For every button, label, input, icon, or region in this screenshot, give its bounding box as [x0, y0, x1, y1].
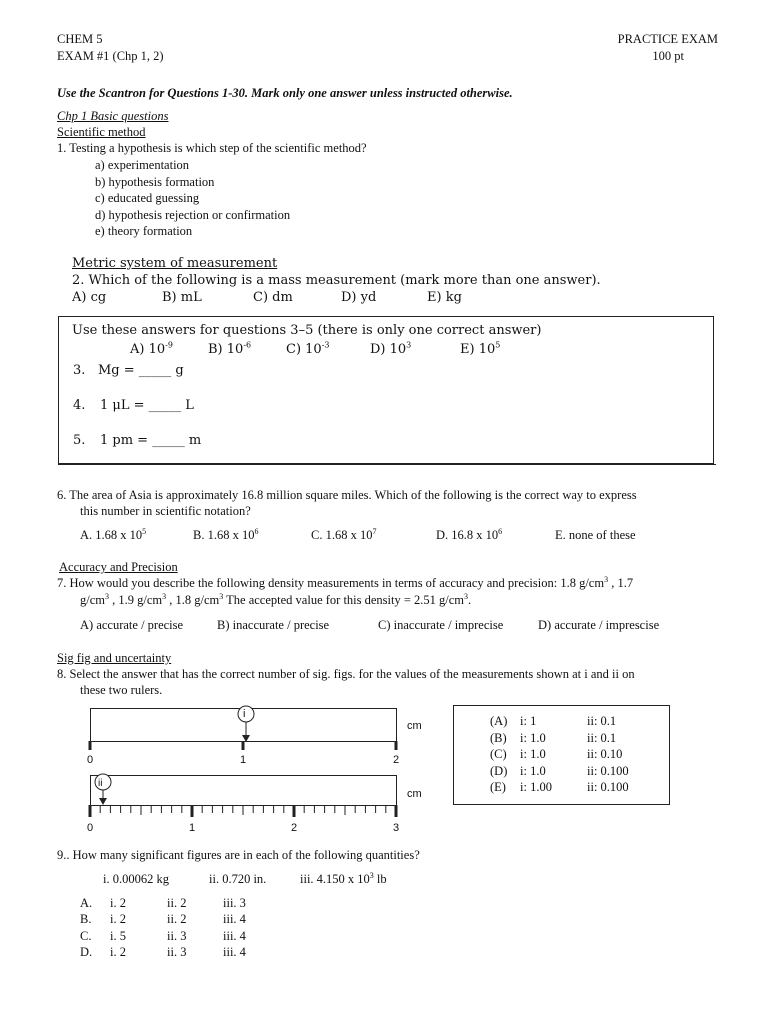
q3-text: Mg = _____ g: [98, 363, 184, 378]
q3-5-choice: E) $10^5$: [460, 340, 501, 357]
q3-5-choice: A) $10^{-9}$: [130, 340, 173, 357]
q8-text: 8. Select the answer that has the correct number of sig. figs. for the values of the measurements shown at i and ii on: [57, 667, 635, 681]
q3-5-header: Use these answers for questions 3–5 (there is only one correct answer): [72, 323, 542, 338]
q9-option-letter: D.: [80, 944, 93, 959]
q5-number: 5.: [73, 433, 86, 448]
q9-option-ii: ii. 3: [167, 928, 187, 943]
q9-option-ii: ii. 2: [167, 896, 187, 910]
q8-answer-i: i: 1: [520, 714, 537, 728]
q9-option-ii: ii. 3: [167, 944, 187, 959]
ruler-2-unit: cm: [407, 788, 422, 800]
q8-answers-box: [453, 705, 670, 805]
q8-answer-i: i: 1.0: [520, 730, 546, 745]
q9-quantity: i. 0.00062 kg: [103, 872, 169, 886]
q8-answer-letter: (B): [490, 730, 507, 745]
ruler-2-tick-label: 1: [189, 822, 196, 834]
section-sigfig: Sig fig and uncertainty: [57, 651, 172, 665]
ruler-1-marker: i: [243, 708, 246, 720]
q3-5-choice: D) $10^3$: [370, 340, 412, 357]
ruler-1-tick-label: 2: [393, 754, 400, 766]
q8-answer-i: i: 1.0: [520, 747, 546, 761]
q6-option: E. none of these: [555, 528, 636, 542]
q5-text: 1 pm = _____ m: [100, 433, 202, 448]
q9-option-letter: A.: [80, 896, 93, 910]
q7-text: 7. How would you describe the following density measurements in terms of accuracy and precision: 1.8 $g/cm^3$ , 1.7: [57, 574, 634, 590]
ruler-2-tick-label: 2: [291, 822, 298, 834]
instructions: Use the Scantron for Questions 1-30. Mark only one answer unless instructed otherwise.: [57, 86, 513, 100]
q7-option: B) inaccurate / precise: [217, 618, 330, 632]
ruler-1-tick-label: 0: [87, 754, 94, 766]
q8-answer-letter: (C): [490, 747, 507, 761]
q1-option: e) theory formation: [95, 224, 193, 238]
q9-option-ii: ii. 2: [167, 912, 187, 927]
q9-option-iii: iii. 4: [223, 912, 246, 927]
q2-option: C) dm: [253, 290, 293, 305]
q9-quantity: iii. 4.150 x $10^3$ lb: [300, 870, 387, 886]
q8-answer-ii: ii: 0.10: [587, 747, 623, 761]
q7-option: D) accurate / imprescise: [538, 618, 660, 632]
ruler-2-tick-label: 0: [87, 822, 94, 834]
q9-option-i: i. 2: [110, 912, 126, 927]
q1-option: a) experimentation: [95, 158, 190, 172]
q7-text-cont: $g/cm^3$ , 1.9 $g/cm^3$ , 1.8 $g/cm^3$ The accepted value for this density = 2.51 $g/cm^3$.: [80, 591, 472, 607]
course-title: CHEM 5: [57, 32, 103, 46]
section-metric: Metric system of measurement: [72, 256, 278, 271]
q9-option-letter: C.: [80, 928, 92, 943]
q3-5-choice: B) $10^{-6}$: [208, 340, 252, 357]
q6-text: 6. The area of Asia is approximately 16.8 million square miles. Which of the following is the correct way to express: [57, 488, 637, 502]
q9-option-i: i. 5: [110, 928, 126, 943]
q9-option-iii: iii. 4: [223, 944, 246, 959]
section-basic: Chp 1 Basic questions: [57, 109, 169, 123]
q9-option-i: i. 2: [110, 896, 126, 910]
ruler-2-tick-label: 3: [393, 822, 400, 834]
q8-answer-i: i: 1.00: [520, 780, 552, 794]
ruler-2: [80, 772, 420, 822]
q1-option: d) hypothesis rejection or confirmation: [95, 208, 291, 222]
q3-5-choice: C) $10^{-3}$: [286, 340, 330, 357]
exam-points: 100 pt: [652, 49, 684, 63]
q8-answer-letter: (D): [490, 763, 508, 778]
q6-option: D. 16.8 x $10^6$: [436, 526, 503, 542]
exam-type: PRACTICE EXAM: [617, 32, 718, 46]
q8-text-cont: these two rulers.: [80, 683, 163, 697]
q8-answer-i: i: 1.0: [520, 763, 546, 778]
q8-answer-ii: ii: 0.1: [587, 714, 617, 728]
q3-number: 3.: [73, 363, 86, 378]
q7-option: C) inaccurate / imprecise: [378, 618, 504, 632]
ruler-1: [80, 704, 420, 770]
exam-title: EXAM #1 (Chp 1, 2): [57, 49, 164, 63]
q8-answer-ii: ii: 0.1: [587, 730, 617, 745]
q2-text: 2. Which of the following is a mass measurement (mark more than one answer).: [72, 273, 601, 288]
q7-option: A) accurate / precise: [80, 618, 184, 632]
q2-option: E) kg: [427, 290, 462, 305]
q2-option: A) cg: [72, 290, 107, 305]
divider: [58, 464, 716, 465]
q2-option: B) mL: [162, 290, 202, 305]
ruler-2-marker: ii: [98, 778, 103, 789]
q6-text-cont: this number in scientific notation?: [80, 504, 251, 518]
q1-option: c) educated guessing: [95, 191, 200, 205]
q2-option: D) yd: [341, 290, 377, 305]
q8-answer-ii: ii: 0.100: [587, 763, 629, 778]
q9-quantity: ii. 0.720 in.: [209, 872, 267, 886]
q6-option: A. 1.68 x $10^5$: [80, 526, 147, 542]
q8-answer-letter: (A): [490, 714, 508, 728]
q8-answer-letter: (E): [490, 780, 506, 794]
section-accuracy: Accuracy and Precision: [59, 560, 178, 574]
section-scientific-method: Scientific method: [57, 125, 146, 139]
q9-option-iii: iii. 4: [223, 928, 246, 943]
q9-option-i: i. 2: [110, 944, 126, 959]
q1-text: 1. Testing a hypothesis is which step of the scientific method?: [57, 141, 367, 155]
q6-option: B. 1.68 x $10^6$: [193, 526, 259, 542]
ruler-1-unit: cm: [407, 720, 422, 732]
ruler-1-tick-label: 1: [240, 754, 247, 766]
q9-text: 9.. How many significant figures are in each of the following quantities?: [57, 848, 420, 862]
q8-answer-ii: ii: 0.100: [587, 780, 629, 794]
q4-number: 4.: [73, 398, 86, 413]
q9-option-letter: B.: [80, 912, 92, 927]
q6-option: C. 1.68 x $10^7$: [311, 526, 377, 542]
q1-option: b) hypothesis formation: [95, 175, 215, 189]
q4-text: 1 μL = _____ L: [100, 398, 194, 413]
q9-option-iii: iii. 3: [223, 896, 246, 910]
